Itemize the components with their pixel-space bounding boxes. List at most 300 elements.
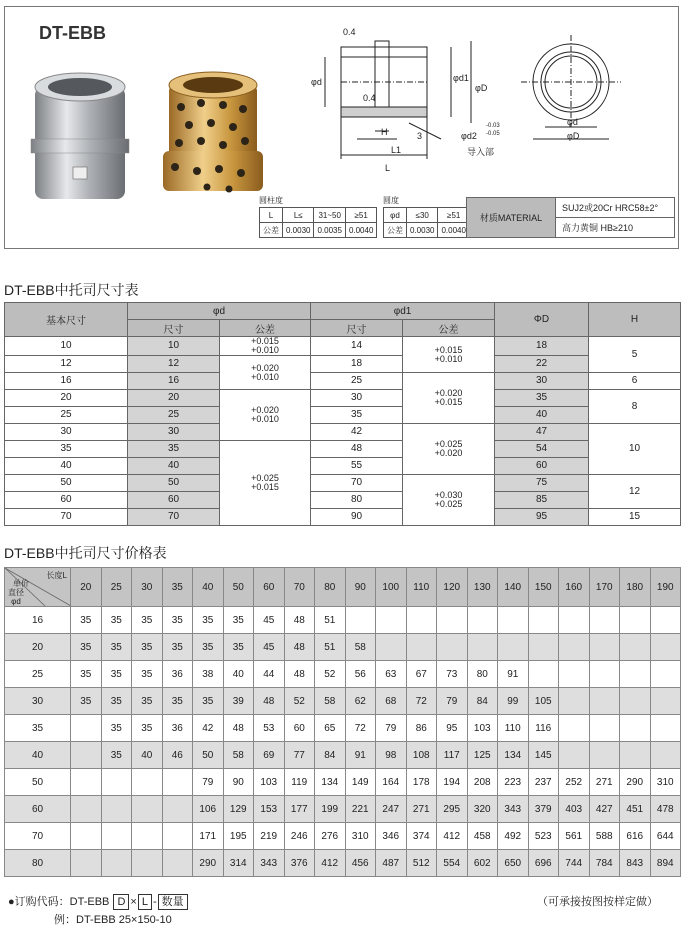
header-size: 尺寸 — [311, 320, 403, 337]
length-header: 190 — [650, 568, 681, 607]
price-cell — [498, 607, 529, 634]
price-cell — [376, 607, 407, 634]
price-cell: 35 — [101, 688, 132, 715]
price-cell — [620, 634, 651, 661]
price-cell: 91 — [498, 661, 529, 688]
table-row — [5, 850, 681, 877]
drawing-label: φd — [311, 77, 322, 87]
price-cell: 117 — [437, 742, 468, 769]
price-cell: 79 — [437, 688, 468, 715]
table-row — [5, 634, 681, 661]
header-basic: 基本尺寸 — [5, 303, 128, 337]
price-cell: 72 — [406, 688, 437, 715]
price-cell: 134 — [315, 769, 346, 796]
price-cell: 72 — [345, 715, 376, 742]
price-cell — [650, 607, 681, 634]
table-row: 60 60 80 85 — [5, 492, 681, 509]
price-cell: 314 — [223, 850, 254, 877]
diameter-cell: 25 — [5, 661, 71, 688]
price-cell: 106 — [193, 796, 224, 823]
length-header: 100 — [376, 568, 407, 607]
drawing-label: φd2 — [461, 131, 477, 141]
price-cell: 52 — [315, 661, 346, 688]
header-tol: 公差 — [220, 320, 311, 337]
price-cell: 35 — [223, 634, 254, 661]
bronze-bushing-photo — [163, 72, 263, 193]
price-cell: 451 — [620, 796, 651, 823]
table-row — [5, 796, 681, 823]
price-cell — [528, 634, 559, 661]
price-cell: 403 — [559, 796, 590, 823]
drawing-label: φd1 — [453, 73, 469, 83]
price-cell: 644 — [650, 823, 681, 850]
price-cell: 343 — [498, 796, 529, 823]
price-cell: 35 — [101, 661, 132, 688]
price-cell — [589, 742, 620, 769]
diameter-cell: 20 — [5, 634, 71, 661]
price-cell: 48 — [284, 661, 315, 688]
roundness-caption: 圆柱度 — [259, 196, 283, 205]
price-cell — [101, 850, 132, 877]
price-cell: 103 — [254, 769, 285, 796]
price-cell: 63 — [376, 661, 407, 688]
price-cell: 35 — [132, 634, 163, 661]
price-cell: 346 — [376, 823, 407, 850]
price-cell: 73 — [437, 661, 468, 688]
price-cell — [620, 742, 651, 769]
price-table — [4, 567, 681, 877]
price-cell: 171 — [193, 823, 224, 850]
length-header: 110 — [406, 568, 437, 607]
price-cell: 195 — [223, 823, 254, 850]
header-tol: 公差 — [403, 320, 495, 337]
price-cell: 374 — [406, 823, 437, 850]
price-cell — [559, 688, 590, 715]
price-cell: 58 — [223, 742, 254, 769]
table-row — [5, 607, 681, 634]
price-cell — [589, 688, 620, 715]
order-x: × — [130, 896, 137, 908]
price-cell: 48 — [223, 715, 254, 742]
price-cell — [467, 634, 498, 661]
price-cell — [620, 688, 651, 715]
price-cell: 523 — [528, 823, 559, 850]
price-cell: 894 — [650, 850, 681, 877]
price-cell: 48 — [254, 688, 285, 715]
price-cell — [437, 607, 468, 634]
drawing-label: L1 — [391, 145, 402, 155]
price-cell: 208 — [467, 769, 498, 796]
header-size: 尺寸 — [128, 320, 220, 337]
price-cell: 58 — [315, 688, 346, 715]
price-cell — [162, 796, 193, 823]
drawing-label: 导入部 — [467, 147, 495, 157]
price-cell: 68 — [376, 688, 407, 715]
price-cell: 487 — [376, 850, 407, 877]
material-value: 高力黄铜 HB≥210 — [556, 218, 675, 238]
price-cell: 84 — [467, 688, 498, 715]
product-photos — [29, 67, 271, 207]
drawing-label: -0.05 — [486, 131, 500, 137]
price-cell — [559, 661, 590, 688]
price-cell: 79 — [193, 769, 224, 796]
price-cell: 60 — [284, 715, 315, 742]
price-cell: 51 — [315, 634, 346, 661]
price-cell — [71, 823, 102, 850]
table-row: 12 12 +0.020 +0.010 18 22 — [5, 356, 681, 373]
drawing-label: -0.03 — [486, 123, 500, 129]
price-cell: 35 — [101, 634, 132, 661]
price-cell — [101, 769, 132, 796]
price-cell: 561 — [559, 823, 590, 850]
price-cell — [162, 769, 193, 796]
price-cell: 46 — [162, 742, 193, 769]
price-cell: 52 — [284, 688, 315, 715]
price-cell: 116 — [528, 715, 559, 742]
price-cell: 98 — [376, 742, 407, 769]
table-row — [5, 715, 681, 742]
material-value: SUJ2或20Cr HRC58±2° — [556, 198, 675, 218]
order-box-qty: 数量 — [158, 894, 188, 910]
price-cell: 35 — [223, 607, 254, 634]
price-cell: 602 — [467, 850, 498, 877]
drawing-label: 0.4 — [363, 93, 376, 103]
price-cell — [650, 688, 681, 715]
price-cell — [406, 634, 437, 661]
price-table-title: DT-EBB中托司尺寸价格表 — [4, 545, 167, 561]
price-cell — [132, 796, 163, 823]
table-row: 40 40 55 60 — [5, 458, 681, 475]
price-cell: 247 — [376, 796, 407, 823]
table-row — [5, 823, 681, 850]
order-box-d: D — [113, 894, 129, 910]
price-cell — [589, 715, 620, 742]
price-cell — [650, 661, 681, 688]
price-cell — [71, 850, 102, 877]
price-cell — [406, 607, 437, 634]
roundness-table: L L≤ 31~50 ≥51 公差 0.0030 0.0035 0.0040 — [259, 207, 377, 238]
price-cell: 290 — [193, 850, 224, 877]
price-cell — [71, 742, 102, 769]
price-cell — [132, 850, 163, 877]
price-cell — [559, 715, 590, 742]
price-cell: 125 — [467, 742, 498, 769]
price-cell: 35 — [71, 607, 102, 634]
header-D: ΦD — [495, 303, 589, 337]
material-label: 材质MATERIAL — [467, 198, 556, 238]
price-cell: 86 — [406, 715, 437, 742]
price-cell: 40 — [132, 742, 163, 769]
price-cell: 237 — [528, 769, 559, 796]
order-code — [8, 893, 189, 910]
length-header: 130 — [467, 568, 498, 607]
price-cell: 36 — [162, 661, 193, 688]
price-cell — [559, 634, 590, 661]
price-cell: 310 — [650, 769, 681, 796]
price-cell: 36 — [162, 715, 193, 742]
price-cell: 35 — [132, 715, 163, 742]
circularity-caption: 圆度 — [383, 196, 399, 205]
price-cell: 69 — [254, 742, 285, 769]
price-cell: 379 — [528, 796, 559, 823]
table-row: 35 35 +0.025 +0.015 48 54 — [5, 441, 681, 458]
price-cell — [71, 769, 102, 796]
price-cell: 271 — [406, 796, 437, 823]
price-cell — [559, 607, 590, 634]
price-cell: 42 — [193, 715, 224, 742]
price-cell: 134 — [498, 742, 529, 769]
price-cell: 80 — [467, 661, 498, 688]
price-cell: 56 — [345, 661, 376, 688]
price-cell — [559, 742, 590, 769]
price-cell: 199 — [315, 796, 346, 823]
price-cell — [101, 796, 132, 823]
price-cell: 177 — [284, 796, 315, 823]
price-cell — [589, 634, 620, 661]
price-cell: 412 — [437, 823, 468, 850]
diameter-cell: 70 — [5, 823, 71, 850]
drawing-label: φD — [567, 131, 580, 141]
length-header: 60 — [254, 568, 285, 607]
price-cell: 35 — [132, 688, 163, 715]
price-cell: 105 — [528, 688, 559, 715]
size-table-title: DT-EBB中托司尺寸表 — [4, 282, 139, 298]
price-cell: 145 — [528, 742, 559, 769]
price-cell — [162, 823, 193, 850]
table-row: 30 30 42 +0.025 +0.020 47 10 — [5, 424, 681, 441]
price-cell: 35 — [101, 742, 132, 769]
price-cell — [528, 661, 559, 688]
price-cell: 35 — [132, 607, 163, 634]
price-cell: 110 — [498, 715, 529, 742]
price-cell: 221 — [345, 796, 376, 823]
price-cell: 310 — [345, 823, 376, 850]
price-cell — [620, 607, 651, 634]
price-cell: 178 — [406, 769, 437, 796]
price-cell: 456 — [345, 850, 376, 877]
price-cell: 91 — [345, 742, 376, 769]
price-cell: 48 — [284, 634, 315, 661]
price-cell: 290 — [620, 769, 651, 796]
price-cell — [620, 661, 651, 688]
length-header: 30 — [132, 568, 163, 607]
length-header: 90 — [345, 568, 376, 607]
price-cell: 223 — [498, 769, 529, 796]
length-header: 160 — [559, 568, 590, 607]
price-cell — [467, 607, 498, 634]
length-header: 120 — [437, 568, 468, 607]
price-cell: 35 — [71, 661, 102, 688]
drawing-label: φd — [567, 117, 578, 127]
price-cell: 35 — [71, 634, 102, 661]
diameter-cell: 60 — [5, 796, 71, 823]
price-cell: 512 — [406, 850, 437, 877]
price-cell: 45 — [254, 634, 285, 661]
circularity-table: φd ≤30 ≥51 公差 0.0030 0.0040 — [383, 207, 470, 238]
price-cell: 843 — [620, 850, 651, 877]
price-cell — [650, 634, 681, 661]
price-cell — [345, 607, 376, 634]
length-header: 140 — [498, 568, 529, 607]
price-cell: 554 — [437, 850, 468, 877]
price-cell: 458 — [467, 823, 498, 850]
price-cell: 84 — [315, 742, 346, 769]
product-panel — [4, 6, 679, 249]
price-cell: 48 — [284, 607, 315, 634]
price-cell — [376, 634, 407, 661]
length-header: 35 — [162, 568, 193, 607]
corner-unit-label: 单价 — [13, 579, 29, 588]
price-cell — [132, 769, 163, 796]
length-header: 25 — [101, 568, 132, 607]
model-title: DT-EBB — [39, 23, 106, 43]
diameter-cell: 40 — [5, 742, 71, 769]
table-row — [5, 688, 681, 715]
price-cell: 588 — [589, 823, 620, 850]
price-cell — [437, 634, 468, 661]
material-table — [466, 197, 675, 238]
price-cell: 44 — [254, 661, 285, 688]
price-cell: 616 — [620, 823, 651, 850]
length-header: 50 — [223, 568, 254, 607]
price-cell — [132, 823, 163, 850]
price-cell: 276 — [315, 823, 346, 850]
table-row: 16 16 25 +0.020 +0.015 30 6 — [5, 373, 681, 390]
price-cell: 252 — [559, 769, 590, 796]
length-header: 170 — [589, 568, 620, 607]
header-d: φd — [128, 303, 311, 320]
price-cell: 149 — [345, 769, 376, 796]
price-cell: 219 — [254, 823, 285, 850]
price-cell: 492 — [498, 823, 529, 850]
price-cell: 38 — [193, 661, 224, 688]
price-cell — [589, 607, 620, 634]
price-cell: 62 — [345, 688, 376, 715]
price-cell: 246 — [284, 823, 315, 850]
price-cell: 103 — [467, 715, 498, 742]
price-cell: 67 — [406, 661, 437, 688]
steel-bushing-photo — [31, 73, 129, 199]
price-cell: 35 — [193, 634, 224, 661]
price-cell: 119 — [284, 769, 315, 796]
price-cell: 412 — [315, 850, 346, 877]
price-cell — [589, 661, 620, 688]
price-cell: 65 — [315, 715, 346, 742]
table-row: 20 20 +0.020 +0.010 30 35 8 — [5, 390, 681, 407]
header-H: H — [589, 303, 681, 337]
header-d1: φd1 — [311, 303, 495, 320]
price-cell — [71, 796, 102, 823]
table-row: 70 70 90 95 15 — [5, 509, 681, 526]
price-cell: 35 — [162, 607, 193, 634]
price-cell — [162, 850, 193, 877]
price-cell: 153 — [254, 796, 285, 823]
corner-dia-label: 直径 φd — [8, 588, 24, 606]
drawing-label: 0.4 — [343, 27, 356, 37]
price-cell: 271 — [589, 769, 620, 796]
price-cell: 744 — [559, 850, 590, 877]
table-row — [5, 661, 681, 688]
table-row: 50 50 70 +0.030 +0.025 75 12 — [5, 475, 681, 492]
price-cell: 99 — [498, 688, 529, 715]
length-header: 40 — [193, 568, 224, 607]
diameter-cell: 30 — [5, 688, 71, 715]
order-dash: - — [152, 896, 157, 908]
price-cell: 35 — [101, 607, 132, 634]
price-cell — [101, 823, 132, 850]
table-row: 10 10 +0.015 +0.010 14 +0.015 +0.010 18 5 — [5, 337, 681, 356]
size-table — [4, 302, 681, 526]
length-header: 180 — [620, 568, 651, 607]
length-header: 20 — [71, 568, 102, 607]
price-cell: 39 — [223, 688, 254, 715]
price-cell: 79 — [376, 715, 407, 742]
price-cell: 320 — [467, 796, 498, 823]
diameter-cell: 50 — [5, 769, 71, 796]
price-cell — [650, 715, 681, 742]
corner-length-label: 长度L — [46, 571, 67, 580]
price-cell: 129 — [223, 796, 254, 823]
price-cell: 50 — [193, 742, 224, 769]
price-cell: 90 — [223, 769, 254, 796]
price-cell: 95 — [437, 715, 468, 742]
length-header: 70 — [284, 568, 315, 607]
price-cell: 35 — [101, 715, 132, 742]
price-cell — [71, 715, 102, 742]
length-header: 80 — [315, 568, 346, 607]
price-cell: 58 — [345, 634, 376, 661]
diameter-cell: 16 — [5, 607, 71, 634]
price-cell: 194 — [437, 769, 468, 796]
price-cell — [528, 607, 559, 634]
price-cell: 40 — [223, 661, 254, 688]
diameter-cell: 35 — [5, 715, 71, 742]
price-cell: 696 — [528, 850, 559, 877]
table-row — [5, 742, 681, 769]
price-cell: 35 — [193, 607, 224, 634]
order-label: ●订购代码：DT-EBB — [8, 896, 110, 908]
custom-note: （可承接按图按样定做） — [537, 896, 658, 908]
price-cell: 35 — [132, 661, 163, 688]
price-corner-cell — [5, 568, 71, 607]
table-row — [5, 769, 681, 796]
price-cell — [498, 634, 529, 661]
price-cell: 45 — [254, 607, 285, 634]
table-row: 25 25 35 40 — [5, 407, 681, 424]
order-box-l: L — [138, 894, 152, 910]
price-cell — [650, 742, 681, 769]
price-cell: 35 — [71, 688, 102, 715]
diameter-cell: 80 — [5, 850, 71, 877]
price-cell: 53 — [254, 715, 285, 742]
drawing-label: φD — [475, 83, 488, 93]
price-cell: 376 — [284, 850, 315, 877]
price-cell: 784 — [589, 850, 620, 877]
drawing-label: H — [381, 127, 388, 137]
price-cell: 478 — [650, 796, 681, 823]
price-cell: 164 — [376, 769, 407, 796]
price-cell — [620, 715, 651, 742]
price-cell: 108 — [406, 742, 437, 769]
price-cell: 77 — [284, 742, 315, 769]
price-cell: 35 — [162, 688, 193, 715]
order-example: 例：DT-EBB 25×150-10 — [54, 914, 172, 926]
price-cell: 35 — [162, 634, 193, 661]
length-header: 150 — [528, 568, 559, 607]
drawing-label: L — [385, 163, 391, 173]
price-cell: 295 — [437, 796, 468, 823]
price-cell: 650 — [498, 850, 529, 877]
